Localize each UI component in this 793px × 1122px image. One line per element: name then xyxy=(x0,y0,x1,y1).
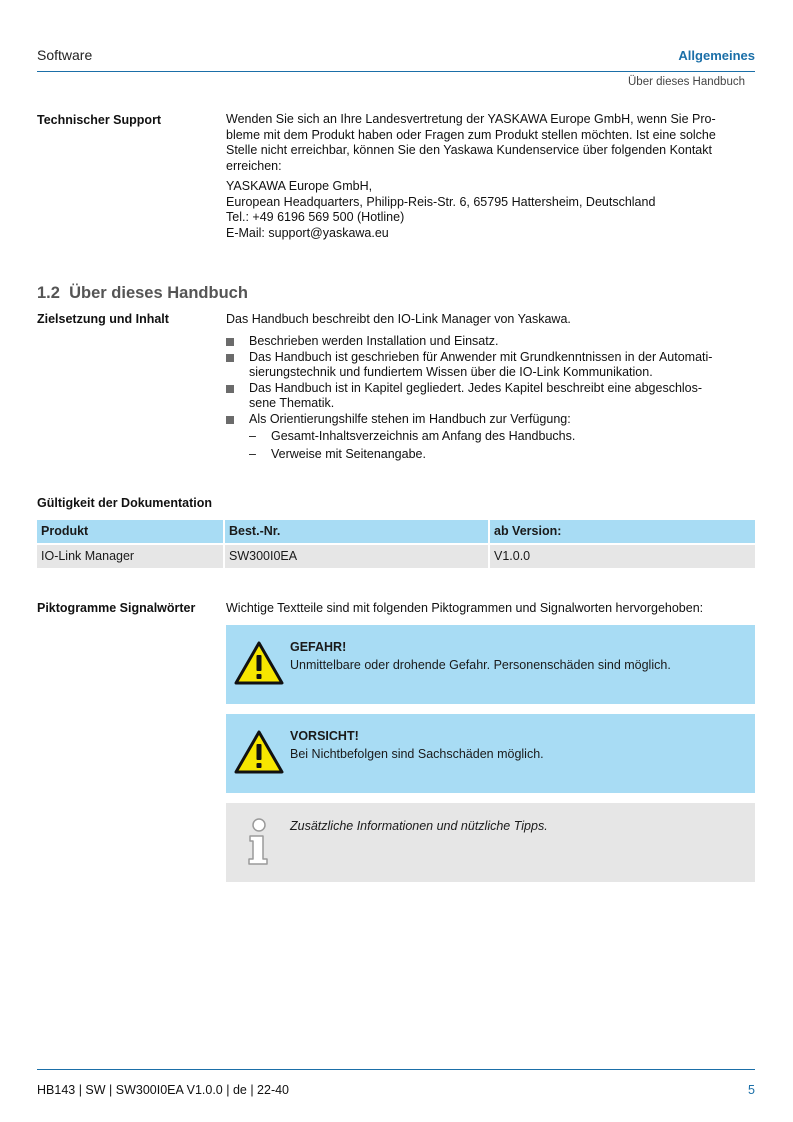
warning-triangle-icon xyxy=(234,730,284,774)
support-line: Wenden Sie sich an Ihre Landesvertretung der YASKAWA Europe GmbH, wenn Sie Pro- xyxy=(226,112,716,126)
table-cell-order-number: SW300I0EA xyxy=(225,545,488,568)
table-cell-product: IO-Link Manager xyxy=(37,545,223,568)
support-address xyxy=(226,179,751,241)
support-paragraph xyxy=(226,112,751,174)
list-item: Beschrieben werden Installation und Einsatz. xyxy=(226,334,751,350)
page-number: 5 xyxy=(748,1083,755,1097)
validity-label: Gültigkeit der Dokumentation xyxy=(37,496,213,510)
list-item: Das Handbuch ist in Kapitel gegliedert. Jedes Kapitel beschreibt eine abgeschlos- sene Thematik. xyxy=(226,381,751,412)
goals-intro: Das Handbuch beschreibt den IO-Link Manager von Yaskawa. xyxy=(226,312,571,326)
footer-rule xyxy=(37,1069,755,1070)
address-line: Tel.: +49 6196 569 500 (Hotline) xyxy=(226,210,405,224)
caution-title: VORSICHT! xyxy=(290,729,359,743)
pictograms-intro: Wichtige Textteile sind mit folgenden Piktogrammen und Signalworten hervorgehoben: xyxy=(226,601,704,615)
info-notice xyxy=(226,803,755,882)
caution-text: Bei Nichtbefolgen sind Sachschäden möglich. xyxy=(290,747,544,761)
sub-list-item: – Gesamt-Inhaltsverzeichnis am Anfang des Handbuchs. xyxy=(226,428,751,446)
table-header-version: ab Version: xyxy=(490,520,755,543)
table-header-product: Produkt xyxy=(37,520,223,543)
warning-triangle-icon xyxy=(234,641,284,685)
pictograms-label: Piktogramme Signalwörter xyxy=(37,601,196,615)
list-item: Das Handbuch ist geschrieben für Anwender mit Grundkenntnissen in der Automati- sierungstechnik und fundiertem Wissen über die IO-Link Kommunikation. xyxy=(226,350,751,381)
sub-list-item: – Verweise mit Seitenangabe. xyxy=(226,446,751,464)
goals-list xyxy=(226,334,751,463)
section-title: Über dieses Handbuch xyxy=(69,284,248,302)
header-subtitle: Über dieses Handbuch xyxy=(628,76,745,88)
header-section-name: Software xyxy=(37,47,93,63)
table-header-order-number: Best.-Nr. xyxy=(225,520,488,543)
support-label: Technischer Support xyxy=(37,113,162,127)
support-line: Stelle nicht erreichbar, können Sie den Yaskawa Kundenservice über folgenden Kontakt xyxy=(226,143,712,157)
caution-notice xyxy=(226,714,755,793)
list-item: Als Orientierungshilfe stehen im Handbuch zur Verfügung: xyxy=(226,412,751,428)
address-line: YASKAWA Europe GmbH, xyxy=(226,179,373,193)
goals-label: Zielsetzung und Inhalt xyxy=(37,312,169,326)
section-heading xyxy=(37,284,248,303)
support-line: erreichen: xyxy=(226,158,282,173)
danger-text: Unmittelbare oder drohende Gefahr. Personenschäden sind möglich. xyxy=(290,658,671,672)
danger-notice xyxy=(226,625,755,704)
section-number: 1.2 xyxy=(37,284,60,302)
table-cell-version: V1.0.0 xyxy=(490,545,755,568)
support-email: E-Mail: support@yaskawa.eu xyxy=(226,225,389,240)
header-chapter-title: Allgemeines xyxy=(678,48,755,63)
header-rule xyxy=(37,71,755,72)
address-line: European Headquarters, Philipp-Reis-Str. 6, 65795 Hattersheim, Deutschland xyxy=(226,194,656,209)
info-icon xyxy=(244,817,274,867)
support-line: bleme mit dem Produkt haben oder Fragen zum Produkt stellen möchten. Ist eine solche xyxy=(226,127,716,142)
info-text: Zusätzliche Informationen und nützliche Tipps. xyxy=(290,819,548,833)
footer-document-id: HB143 | SW | SW300I0EA V1.0.0 | de | 22-40 xyxy=(37,1083,290,1097)
danger-title: GEFAHR! xyxy=(290,640,347,654)
